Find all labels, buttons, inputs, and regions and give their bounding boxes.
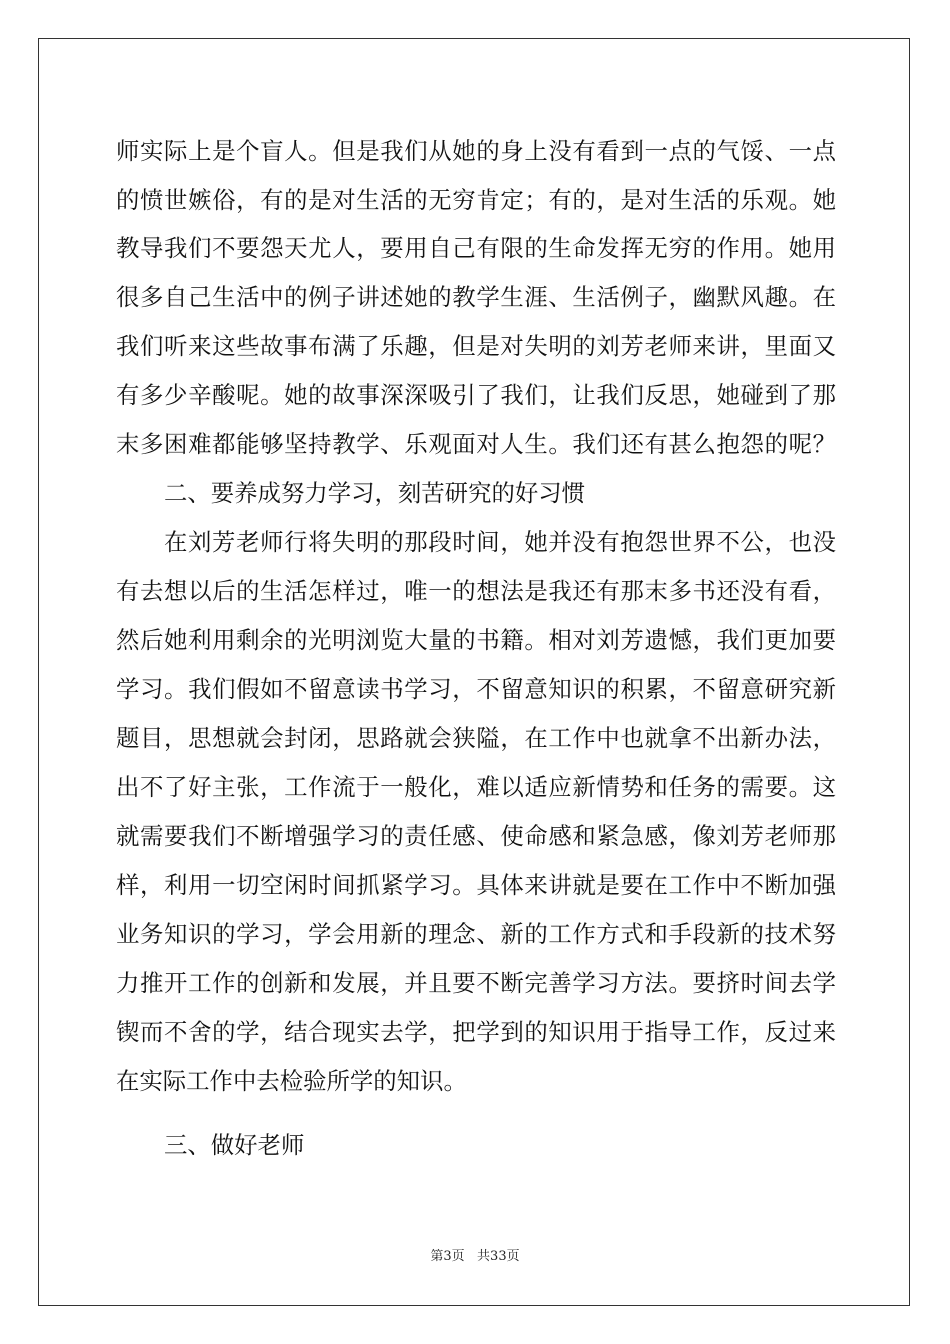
body-line: 学习。我们假如不留意读书学习，不留意知识的积累，不留意研究新 [116,675,836,703]
body-line: 在刘芳老师行将失明的那段时间，她并没有抱怨世界不公，也没 [164,528,836,556]
body-line: 业务知识的学习，学会用新的理念、新的工作方式和手段新的技术努 [116,920,836,948]
body-line: 教导我们不要怨天尤人，要用自己有限的生命发挥无穷的作用。她用 [116,234,836,262]
body-line: 锲而不舍的学，结合现实去学，把学到的知识用于指导工作，反过来 [116,1018,836,1046]
body-line: 我们听来这些故事布满了乐趣，但是对失明的刘芳老师来讲，里面又 [116,332,836,360]
body-line: 力推开工作的创新和发展，并且要不断完善学习方法。要挤时间去学 [116,969,836,997]
section-heading: 二、要养成努力学习，刻苦研究的好习惯 [164,479,586,507]
body-line: 在实际工作中去检验所学的知识。 [116,1067,467,1095]
body-line: 的愤世嫉俗，有的是对生活的无穷肯定；有的，是对生活的乐观。她 [116,186,836,214]
body-line: 末多困难都能够坚持教学、乐观面对人生。我们还有甚么抱怨的呢？ [116,430,836,458]
body-line: 师实际上是个盲人。但是我们从她的身上没有看到一点的气馁、一点 [116,137,836,165]
section-heading: 三、做好老师 [164,1131,305,1159]
page-border [38,38,910,1306]
body-line: 就需要我们不断增强学习的责任感、使命感和紧急感，像刘芳老师那 [116,822,836,850]
body-line: 有去想以后的生活怎样过，唯一的想法是我还有那末多书还没有看， [116,577,836,605]
body-line: 样，利用一切空闲时间抓紧学习。具体来讲就是要在工作中不断加强 [116,871,836,899]
body-line: 出不了好主张，工作流于一般化，难以适应新情势和任务的需要。这 [116,773,836,801]
body-line: 然后她利用剩余的光明浏览大量的书籍。相对刘芳遗憾，我们更加要 [116,626,836,654]
body-line: 有多少辛酸呢。她的故事深深吸引了我们，让我们反思，她碰到了那 [116,381,836,409]
page-footer: 第3页 共33页 [430,1249,520,1264]
body-line: 题目，思想就会封闭，思路就会狭隘，在工作中也就拿不出新办法， [116,724,836,752]
body-line: 很多自己生活中的例子讲述她的教学生涯、生活例子，幽默风趣。在 [116,283,836,311]
